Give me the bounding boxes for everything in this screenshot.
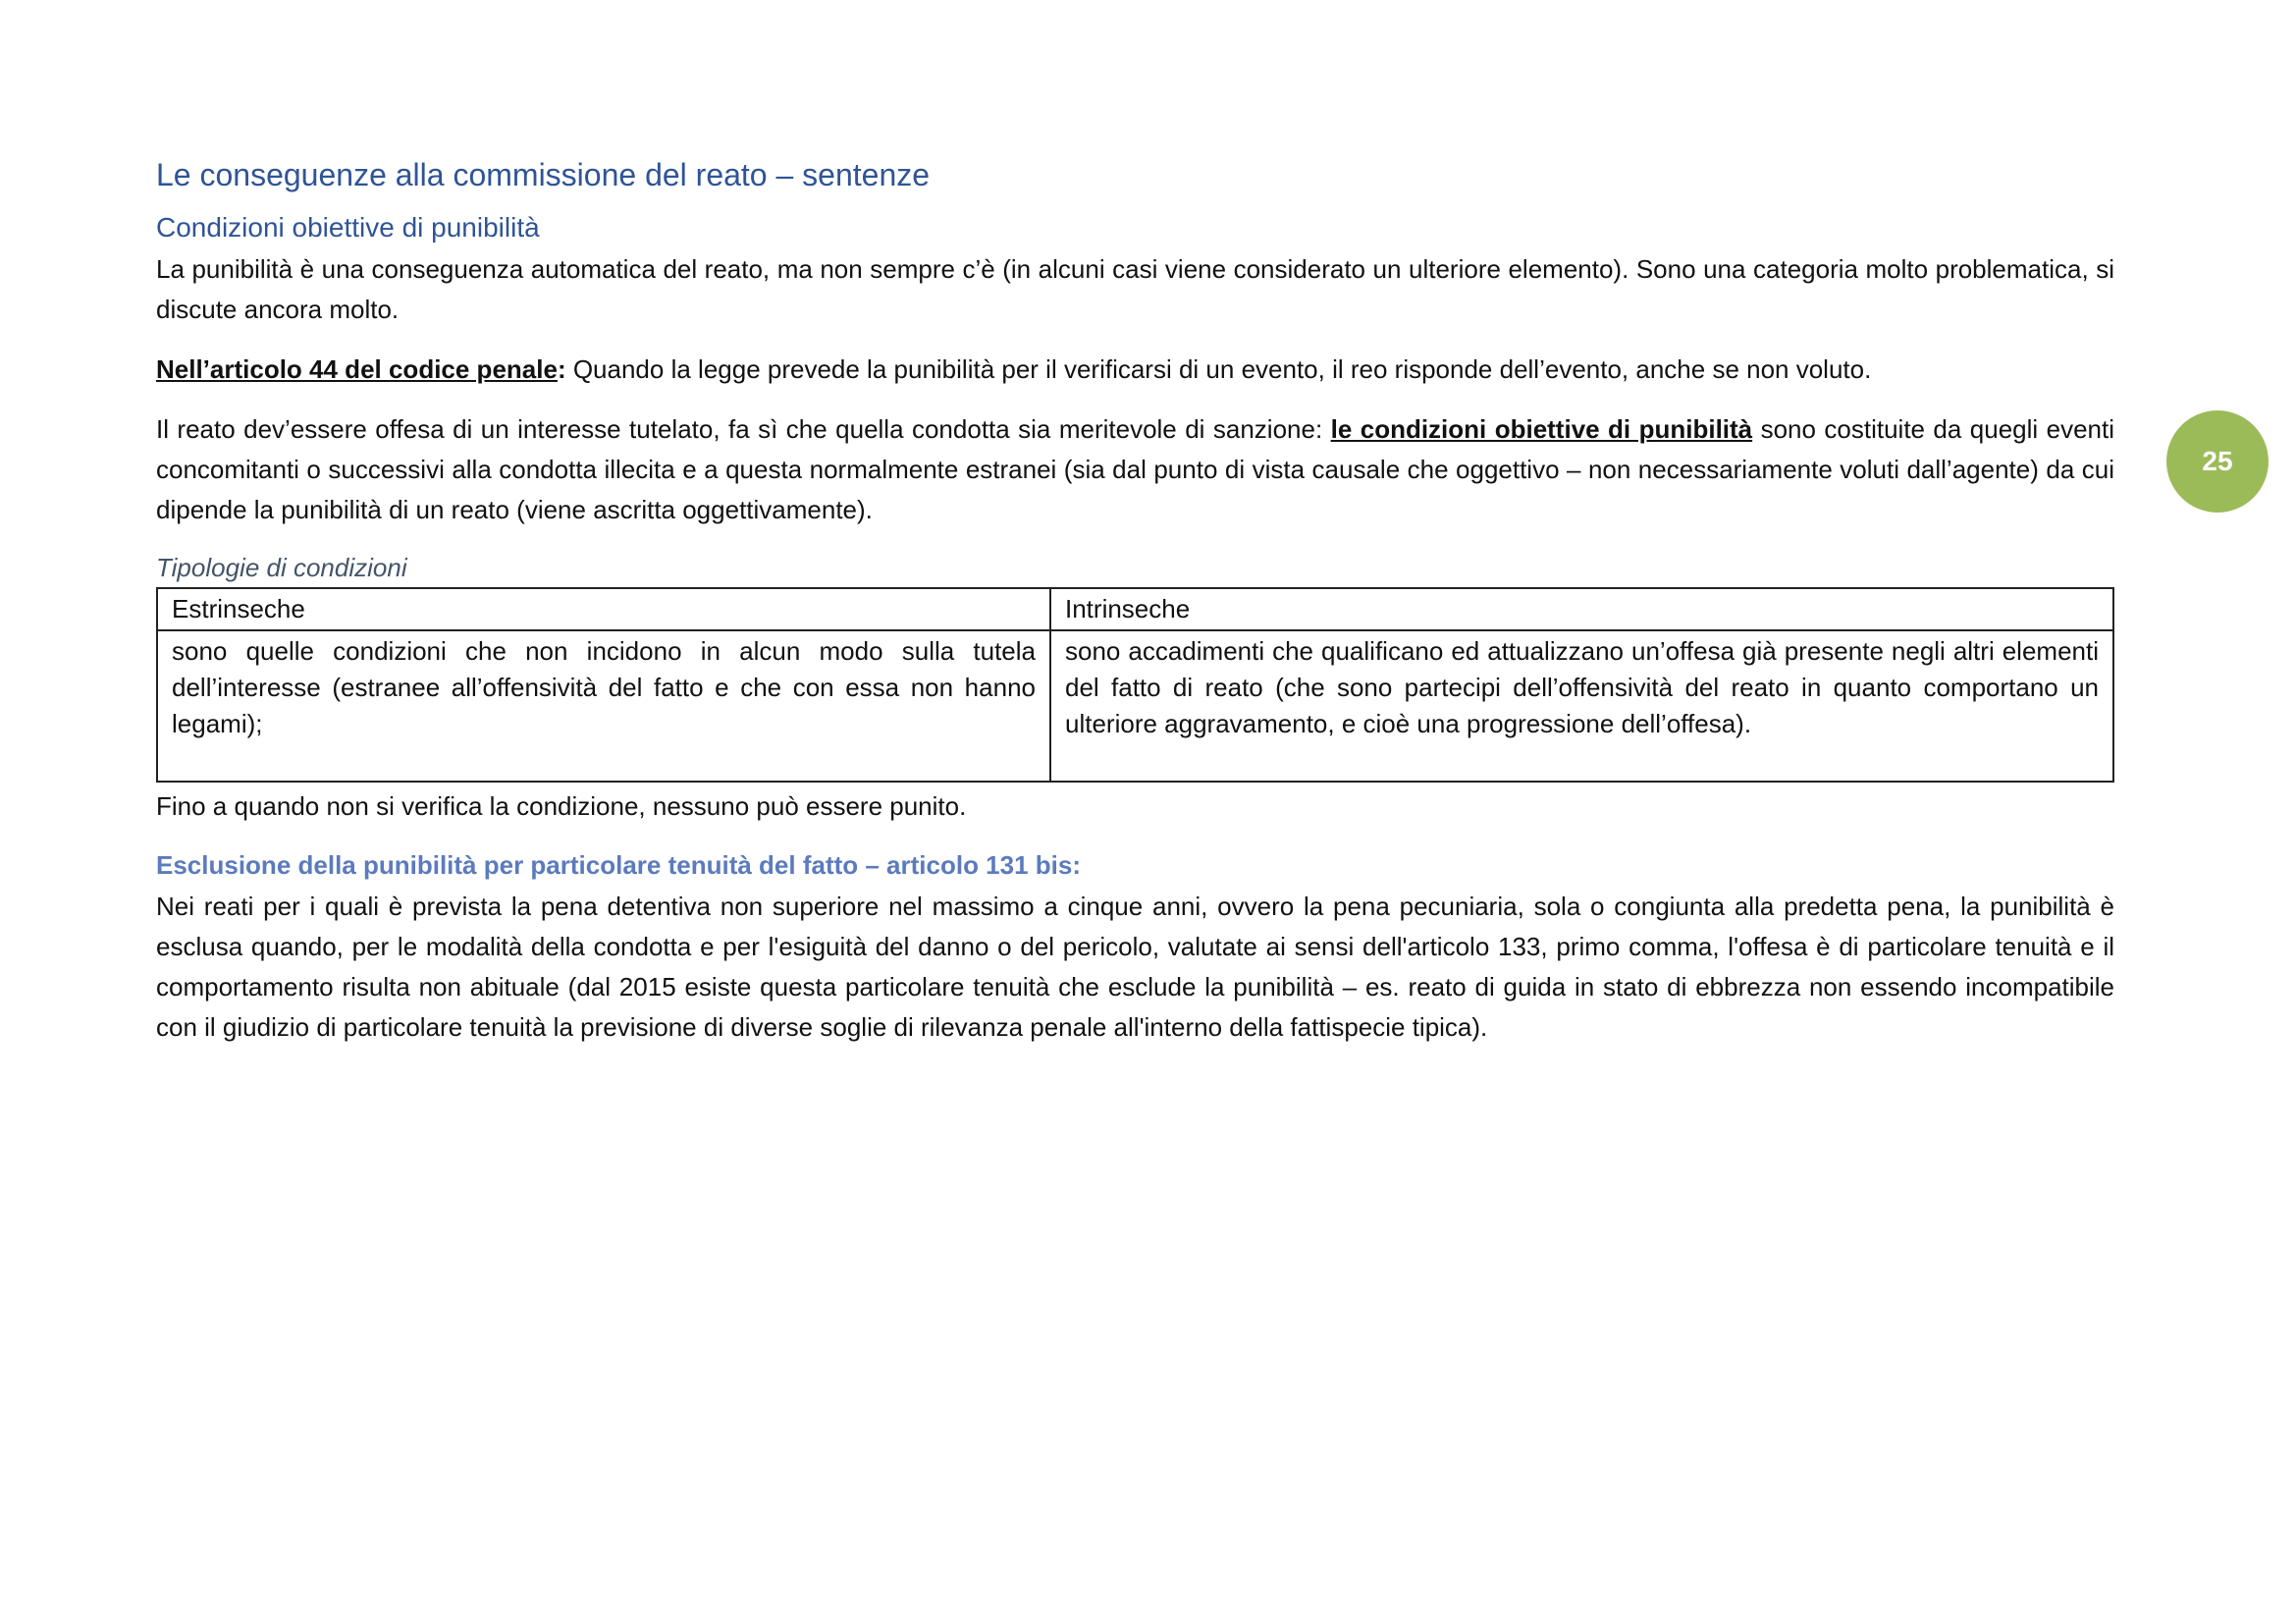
articolo-44-text: Quando la legge prevede la punibilità per il verificarsi di un evento, il reo risponde dell’evento, anche se non voluto.: [565, 353, 1872, 384]
paragraph-after-table: Fino a quando non si verifica la condizione, nessuno può essere punito.: [156, 791, 967, 822]
paragraph-punibilita: La punibilità è una conseguenza automatica del reato, ma non sempre c’è (in alcuni casi viene considerato un ulteriore elemento). Sono una categoria molto problematica, si discute ancora molto.: [156, 253, 2114, 324]
section-title: Le conseguenze alla commissione del reato – sentenze: [156, 157, 931, 192]
types-heading: Tipologie di condizioni: [156, 552, 407, 582]
definition-rest: sono costituite da quegli eventi concomitanti o successivi alla condotta illecita e a questa normalmente estranei (sia dal punto di vista causale che oggettivo – non necessariamente voluti dall’agente) da cui dipende la punibilità di un reato (viene ascritta oggettivamente).: [156, 413, 2114, 524]
table-cell-intrinseche: sono accadimenti che qualificano ed attualizzano un’offesa già presente negli altri elementi del fatto di reato (che sono partecipi dell’offensività del reato in quanto comportano un ulteriore aggravamento, e cioè una progressione dell’offesa).: [1050, 630, 2113, 782]
document-body: [156, 155, 2114, 1067]
paragraph-articolo-44: [156, 350, 2114, 390]
definition-intro: Il reato dev’essere offesa di un interesse tutelato, fa sì che quella condotta sia meritevole di sanzione:: [156, 413, 1331, 444]
articolo-44-reference: Nell’articolo 44 del codice penale: [156, 353, 558, 384]
paragraph-condizioni-definition: [156, 409, 2114, 530]
table-header-intrinseche: Intrinseche: [1050, 588, 2113, 630]
definition-highlight: le condizioni obiettive di punibilità: [1330, 413, 1753, 444]
articolo-44-colon: :: [557, 353, 566, 384]
conditions-table: [156, 587, 2114, 783]
subsection-title: Condizioni obiettive di punibilità: [156, 211, 540, 243]
page-number-badge: 25: [2166, 410, 2269, 513]
exclusion-heading: Esclusione della punibilità per particolare tenuità del fatto – articolo 131 bis:: [156, 850, 1082, 881]
table-header-estrinseche: Estrinseche: [157, 588, 1050, 630]
table-header-row: [157, 588, 2113, 630]
paragraph-exclusion: Nei reati per i quali è prevista la pena detentiva non superiore nel massimo a cinque anni, ovvero la pena pecuniaria, sola o congiunta alla predetta pena, la punibilità è esclusa quando, per le modalità della condotta e per l'esiguità del danno o del pericolo, valutate ai sensi dell'articolo 133, primo comma, l'offesa è di particolare tenuità e il comportamento risulta non abituale (dal 2015 esiste questa particolare tenuità che esclude la punibilità – es. reato di guida in stato di ebbrezza non essendo incompatibile con il giudizio di particolare tenuità la previsione di diverse soglie di rilevanza penale all'interno della fattispecie tipica).: [156, 892, 2114, 1043]
table-cell-estrinseche: sono quelle condizioni che non incidono in alcun modo sulla tutela dell’interesse (estranee all’offensività del fatto e che con essa non hanno legami);: [157, 630, 1050, 782]
table-row: [157, 630, 2113, 782]
